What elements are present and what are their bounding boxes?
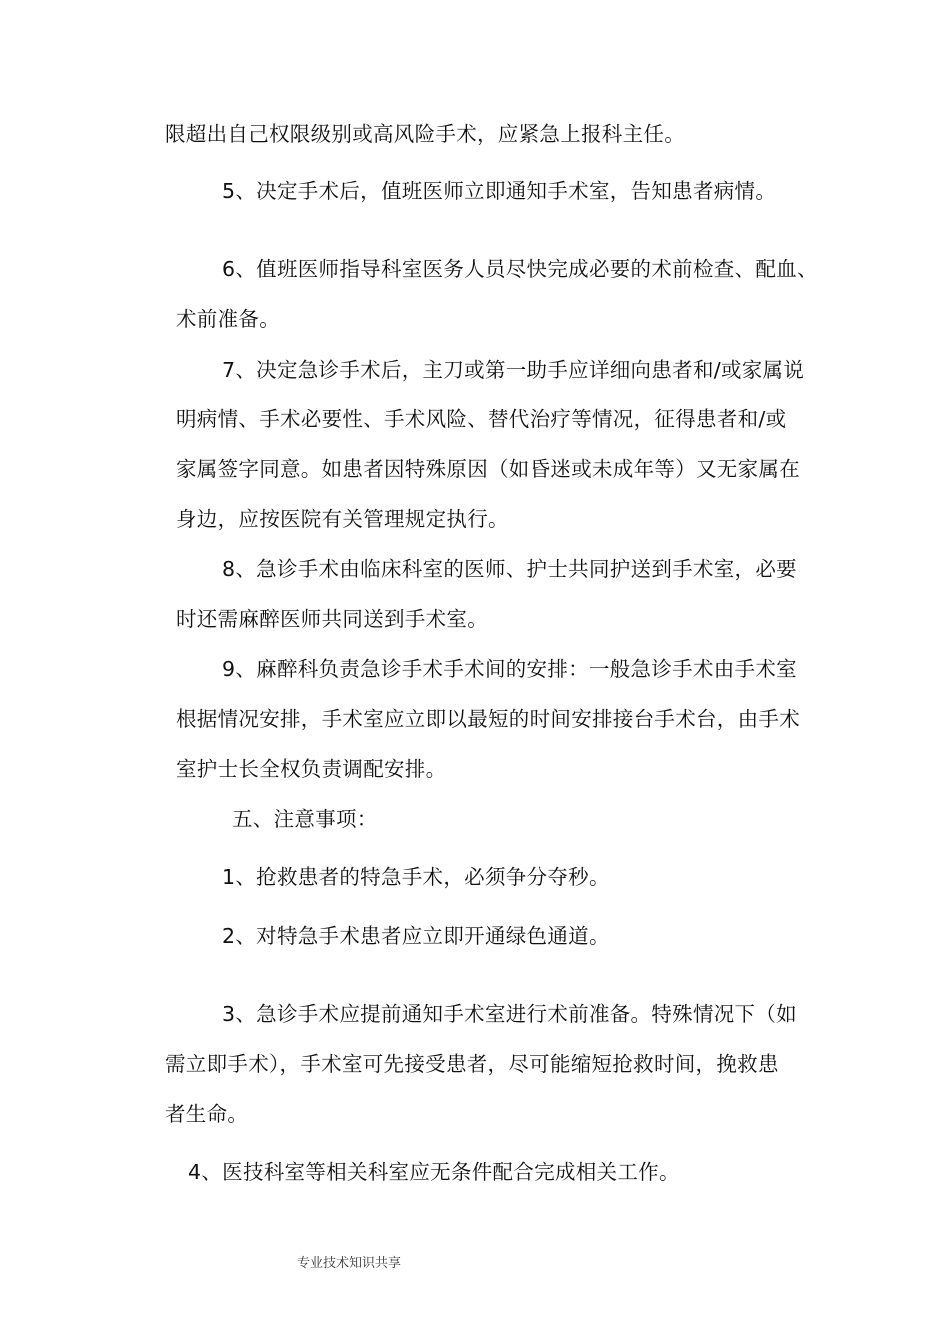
text-line: 术前准备。 [176, 307, 280, 331]
text-line: 2、对特急手术患者应立即开通绿色通道。 [222, 924, 610, 948]
text-line: 家属签字同意。如患者因特殊原因（如昏迷或未成年等）又无家属在 [176, 457, 800, 481]
text-line: 9、麻醉科负责急诊手术手术间的安排：一般急诊手术由手术室 [222, 657, 797, 681]
text-line: 时还需麻醉医师共同送到手术室。 [176, 607, 488, 631]
text-line: 需立即手术），手术室可先接受患者，尽可能缩短抢救时间，挽救患 [165, 1052, 779, 1076]
text-line: 8、急诊手术由临床科室的医师、护士共同护送到手术室，必要 [222, 557, 797, 581]
page-footer: 专业技术知识共享 [297, 1256, 402, 1271]
text-line: 室护士长全权负责调配安排。 [176, 757, 447, 781]
text-line: 6、值班医师指导科室医务人员尽快完成必要的术前检查、配血、 [222, 257, 818, 281]
text-line: 根据情况安排，手术室应立即以最短的时间安排接台手术台，由手术 [176, 707, 800, 731]
text-line: 明病情、手术必要性、手术风险、替代治疗等情况，征得患者和/或 [176, 407, 787, 431]
text-line: 者生命。 [165, 1102, 249, 1126]
section-heading: 五、注意事项： [232, 807, 378, 831]
text-line: 7、决定急诊手术后，主刀或第一助手应详细向患者和/或家属说 [222, 358, 805, 382]
text-line: 5、决定手术后，值班医师立即通知手术室，告知患者病情。 [222, 179, 777, 203]
text-line: 1、抢救患者的特急手术，必须争分夺秒。 [222, 865, 610, 889]
text-line: 4、医技科室等相关科室应无条件配合完成相关工作。 [188, 1160, 680, 1184]
text-line: 限超出自己权限级别或高风险手术，应紧急上报科主任。 [165, 122, 685, 146]
text-line: 3、急诊手术应提前通知手术室进行术前准备。特殊情况下（如 [222, 1002, 797, 1026]
text-line: 身边，应按医院有关管理规定执行。 [176, 507, 509, 531]
